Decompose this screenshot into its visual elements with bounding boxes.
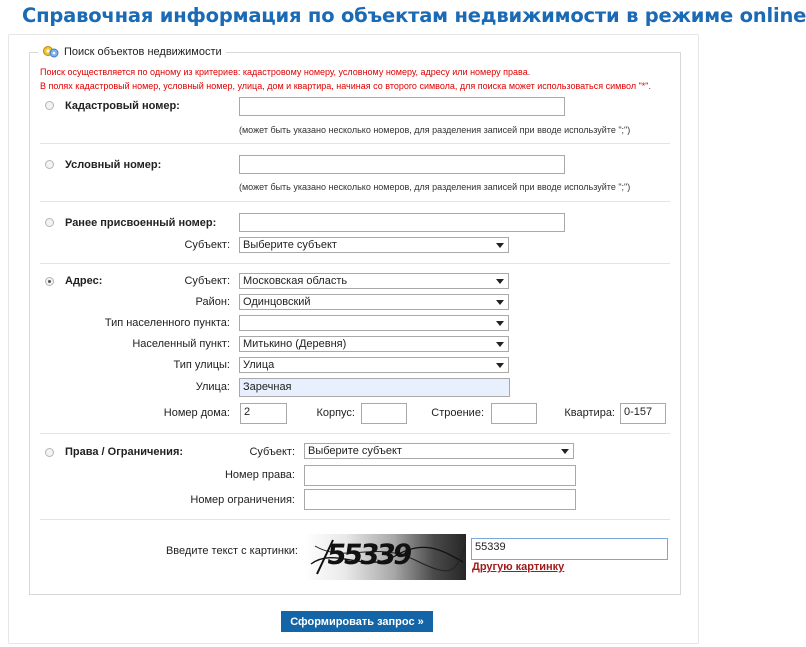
rights-label: Права / Ограничения:	[65, 446, 184, 458]
search-warning-criteria: Поиск осуществляется по одному из критериев: кадастровому номеру, условному номеру, адресу или номеру права.	[40, 67, 531, 77]
chevron-down-icon	[496, 243, 504, 248]
right-number-input[interactable]	[304, 465, 576, 486]
chevron-down-icon	[496, 300, 504, 305]
previous-subject-select[interactable]	[239, 237, 509, 253]
locality-value: Митькино (Деревня)	[243, 338, 347, 350]
restriction-number-input[interactable]	[304, 489, 576, 510]
section-divider	[40, 263, 670, 264]
locality-type-select[interactable]	[239, 315, 509, 331]
previous-subject-value: Выберите субъект	[243, 239, 337, 251]
apartment-input[interactable]: 0-157	[620, 403, 666, 424]
street-input[interactable]: Заречная	[239, 378, 510, 397]
captcha-label: Введите текст с картинки:	[165, 545, 298, 557]
locality-type-label: Тип населенного пункта:	[104, 317, 230, 329]
rights-subject-select[interactable]	[304, 443, 574, 459]
cadastral-radio[interactable]	[45, 101, 54, 110]
chevron-down-icon	[496, 321, 504, 326]
conditional-input[interactable]	[239, 155, 565, 174]
building-input[interactable]	[361, 403, 407, 424]
chevron-down-icon	[496, 363, 504, 368]
house-label: Номер дома:	[163, 407, 230, 419]
address-subject-select[interactable]	[239, 273, 509, 289]
street-label: Улица:	[195, 381, 230, 393]
district-select[interactable]	[239, 294, 509, 310]
chevron-down-icon	[561, 449, 569, 454]
keys-icon	[42, 45, 60, 59]
page-title: Справочная информация по объектам недвижимости в режиме online	[22, 4, 806, 27]
building-label: Корпус:	[316, 407, 355, 419]
restriction-number-label: Номер ограничения:	[190, 494, 295, 506]
previous-number-label: Ранее присвоенный номер:	[65, 217, 217, 229]
rights-subject-label: Субъект:	[249, 446, 295, 458]
search-legend	[38, 45, 226, 59]
cadastral-hint: (может быть указано несколько номеров, для разделения записей при вводе используйте ";")	[239, 125, 631, 135]
conditional-hint: (может быть указано несколько номеров, для разделения записей при вводе используйте ";")	[239, 182, 631, 192]
search-warning-wildcard: В полях кадастровый номер, условный номер, улица, дом и квартира, начиная со второго символа, для поиска может использоваться символ "*".	[40, 81, 651, 91]
district-label: Район:	[195, 296, 230, 308]
address-subject-value: Московская область	[243, 275, 348, 287]
rights-subject-value: Выберите субъект	[308, 445, 402, 457]
submit-request-button[interactable]: Сформировать запрос »	[281, 611, 433, 632]
previous-number-input[interactable]	[239, 213, 565, 232]
chevron-down-icon	[496, 342, 504, 347]
locality-select[interactable]	[239, 336, 509, 352]
section-divider	[40, 519, 670, 520]
section-divider	[40, 433, 670, 434]
structure-input[interactable]	[491, 403, 537, 424]
right-number-label: Номер права:	[224, 469, 295, 481]
structure-label: Строение:	[431, 407, 484, 419]
street-type-select[interactable]	[239, 357, 509, 373]
street-type-label: Тип улицы:	[173, 359, 230, 371]
address-subject-label: Субъект:	[184, 275, 230, 287]
locality-label: Населенный пункт:	[132, 338, 230, 350]
section-divider	[40, 143, 670, 144]
section-divider	[40, 201, 670, 202]
conditional-radio[interactable]	[45, 160, 54, 169]
apartment-label: Квартира:	[564, 407, 615, 419]
previous-subject-label: Субъект:	[184, 239, 230, 251]
street-type-value: Улица	[243, 359, 275, 371]
house-input[interactable]: 2	[240, 403, 287, 424]
address-label: Адрес:	[65, 275, 103, 287]
search-legend-label: Поиск объектов недвижимости	[64, 46, 222, 58]
cadastral-input[interactable]	[239, 97, 565, 116]
district-value: Одинцовский	[243, 296, 311, 308]
previous-number-radio[interactable]	[45, 218, 54, 227]
address-radio[interactable]	[45, 277, 54, 286]
captcha-image	[305, 534, 466, 580]
conditional-label: Условный номер:	[65, 159, 162, 171]
captcha-input[interactable]: 55339	[471, 538, 668, 560]
chevron-down-icon	[496, 279, 504, 284]
captcha-image-text: 55339	[324, 538, 412, 571]
other-captcha-link[interactable]: Другую картинку	[472, 561, 565, 573]
cadastral-label: Кадастровый номер:	[65, 100, 180, 112]
rights-radio[interactable]	[45, 448, 54, 457]
